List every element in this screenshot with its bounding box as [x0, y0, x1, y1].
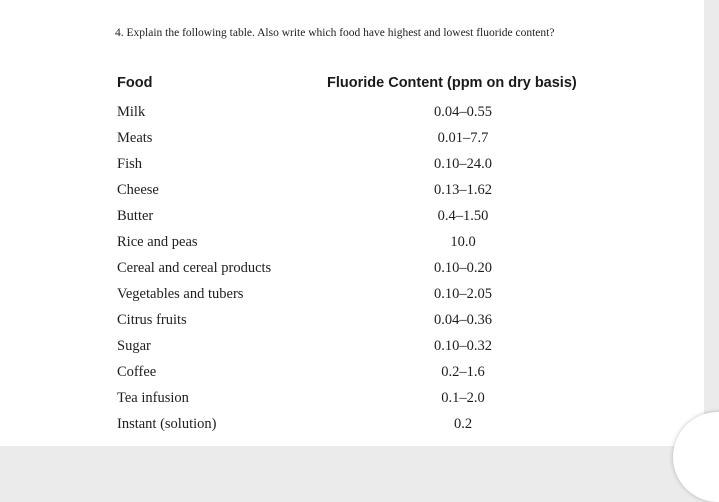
table-row: Citrus fruits 0.04–0.36 [117, 312, 492, 328]
food-cell: Coffee [117, 364, 157, 380]
food-cell: Fish [117, 156, 142, 172]
question-text: 4. Explain the following table. Also write which food have highest and lowest fluoride content? [115, 27, 555, 39]
table-row: Sugar 0.10–0.32 [117, 338, 492, 354]
food-cell: Meats [117, 130, 153, 146]
table-row: Instant (solution) 0.2 [117, 416, 473, 432]
food-cell: Vegetables and tubers [117, 286, 244, 302]
table-row: Milk 0.04–0.55 [117, 104, 492, 120]
food-cell: Citrus fruits [117, 312, 187, 328]
food-cell: Butter [117, 208, 154, 224]
table-row: Rice and peas 10.0 [117, 234, 476, 250]
fluoride-table-body [0, 104, 704, 442]
table-row: Tea infusion 0.1–2.0 [117, 390, 485, 406]
food-cell: Cheese [117, 182, 159, 198]
food-column-header: Food [117, 75, 153, 91]
table-row: Vegetables and tubers 0.10–2.05 [117, 286, 492, 302]
food-cell: Instant (solution) [117, 416, 217, 432]
table-row: Coffee 0.2–1.6 [117, 364, 485, 380]
table-row: Cheese 0.13–1.62 [117, 182, 492, 198]
food-cell: Milk [117, 104, 146, 120]
table-row: Fish 0.10–24.0 [117, 156, 492, 172]
food-cell: Sugar [117, 338, 151, 354]
table-row: Meats 0.01–7.7 [117, 130, 489, 146]
table-row: Butter 0.4–1.50 [117, 208, 489, 224]
table-row: Cereal and cereal products 0.10–0.20 [117, 260, 492, 276]
food-cell: Rice and peas [117, 234, 198, 250]
food-cell: Tea infusion [117, 390, 189, 406]
fluoride-column-header: Fluoride Content (ppm on dry basis) [327, 75, 577, 91]
food-cell: Cereal and cereal products [117, 260, 272, 276]
